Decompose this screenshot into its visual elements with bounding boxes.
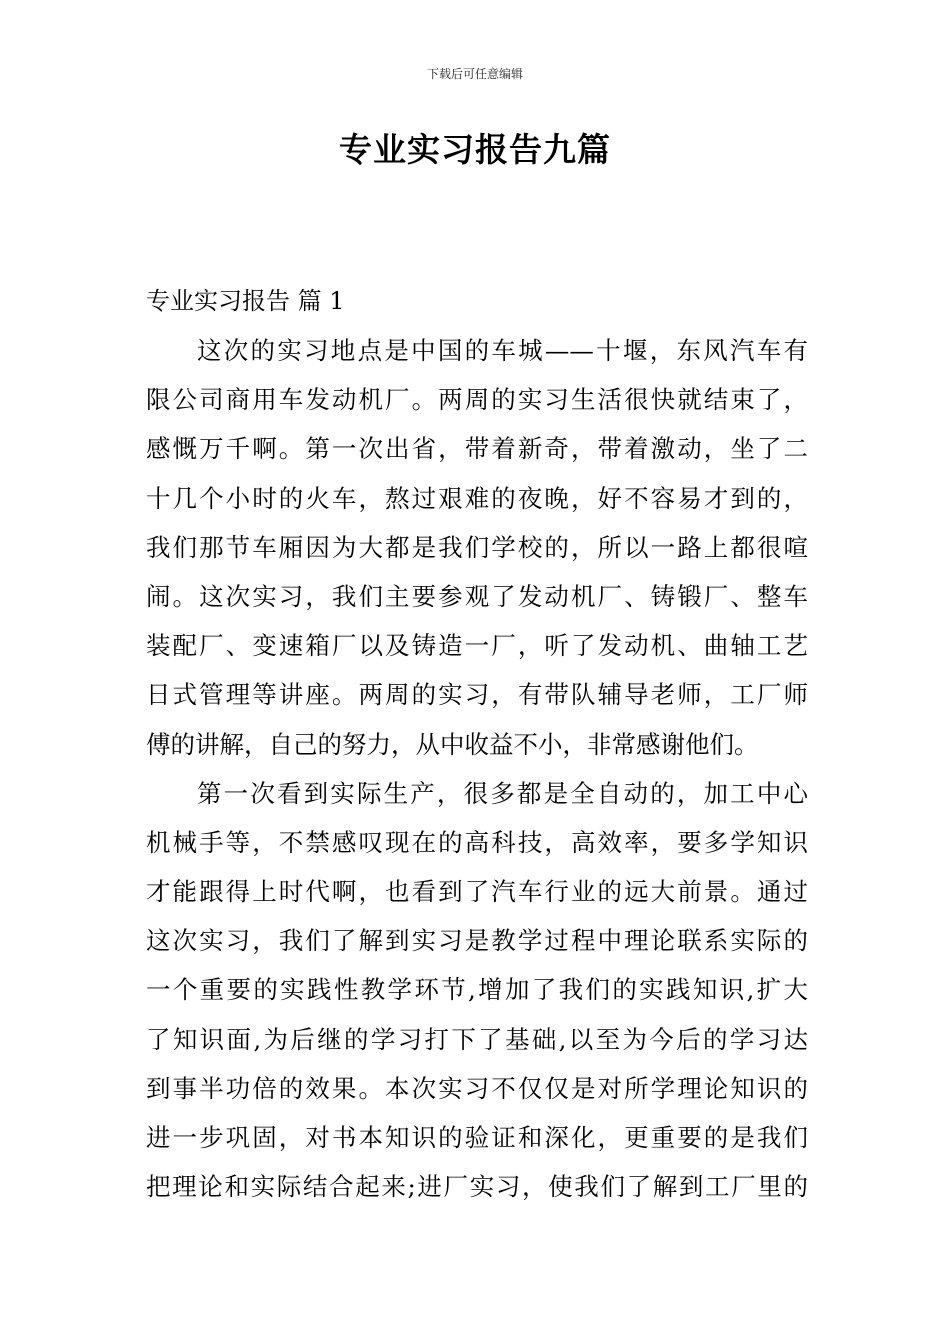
text-line: 傅的讲解，自己的努力，从中收益不小，非常感谢他们。 xyxy=(146,729,759,759)
text-line: 机械手等，不禁感叹现在的高科技，高效率，要多学知识 xyxy=(146,827,808,857)
text-line: 进一步巩固，对书本知识的验证和深化，更重要的是我们 xyxy=(146,1123,808,1152)
paragraph-1 xyxy=(146,326,808,769)
text-line: 把理论和实际结合起来;进厂实习，使我们了解到工厂里的 xyxy=(146,1172,808,1202)
text-line: 到事半功倍的效果。本次实习不仅仅是对所学理论知识的 xyxy=(146,1073,808,1103)
document-title: 专业实习报告九篇 xyxy=(339,130,611,169)
text-line: 我们那节车厢因为大都是我们学校的，所以一路上都很喧 xyxy=(146,532,808,562)
section-heading: 专业实习报告 篇 1 xyxy=(146,287,345,315)
text-line: 十几个小时的火车，熬过艰难的夜晚，好不容易才到的， xyxy=(146,483,808,513)
text-line: 这次实习，我们了解到实习是教学过程中理论联系实际的 xyxy=(146,926,808,956)
text-line: 闹。这次实习，我们主要参观了发动机厂、铸锻厂、整车 xyxy=(146,581,808,611)
text-line: 一个重要的实践性教学环节,增加了我们的实践知识,扩大 xyxy=(146,975,808,1005)
text-line: 日式管理等讲座。两周的实习，有带队辅导老师，工厂师 xyxy=(146,680,808,710)
text-line: 装配厂、变速箱厂以及铸造一厂，听了发动机、曲轴工艺 xyxy=(146,631,808,661)
text-line: 了知识面,为后继的学习打下了基础,以至为今后的学习达 xyxy=(146,1024,808,1054)
text-line: 第一次看到实际生产，很多都是全自动的，加工中心 xyxy=(197,778,808,808)
text-line: 限公司商用车发动机厂。两周的实习生活很快就结束了， xyxy=(146,385,808,415)
header-note: 下载后可任意编辑 xyxy=(426,67,523,81)
text-line: 才能跟得上时代啊，也看到了汽车行业的远大前景。通过 xyxy=(146,877,808,907)
paragraph-2 xyxy=(146,769,808,1212)
text-line: 这次的实习地点是中国的车城——十堰，东风汽车有 xyxy=(197,336,808,365)
text-line: 感慨万千啊。第一次出省，带着新奇，带着激动，坐了二 xyxy=(146,434,808,464)
document-body xyxy=(146,277,808,1211)
